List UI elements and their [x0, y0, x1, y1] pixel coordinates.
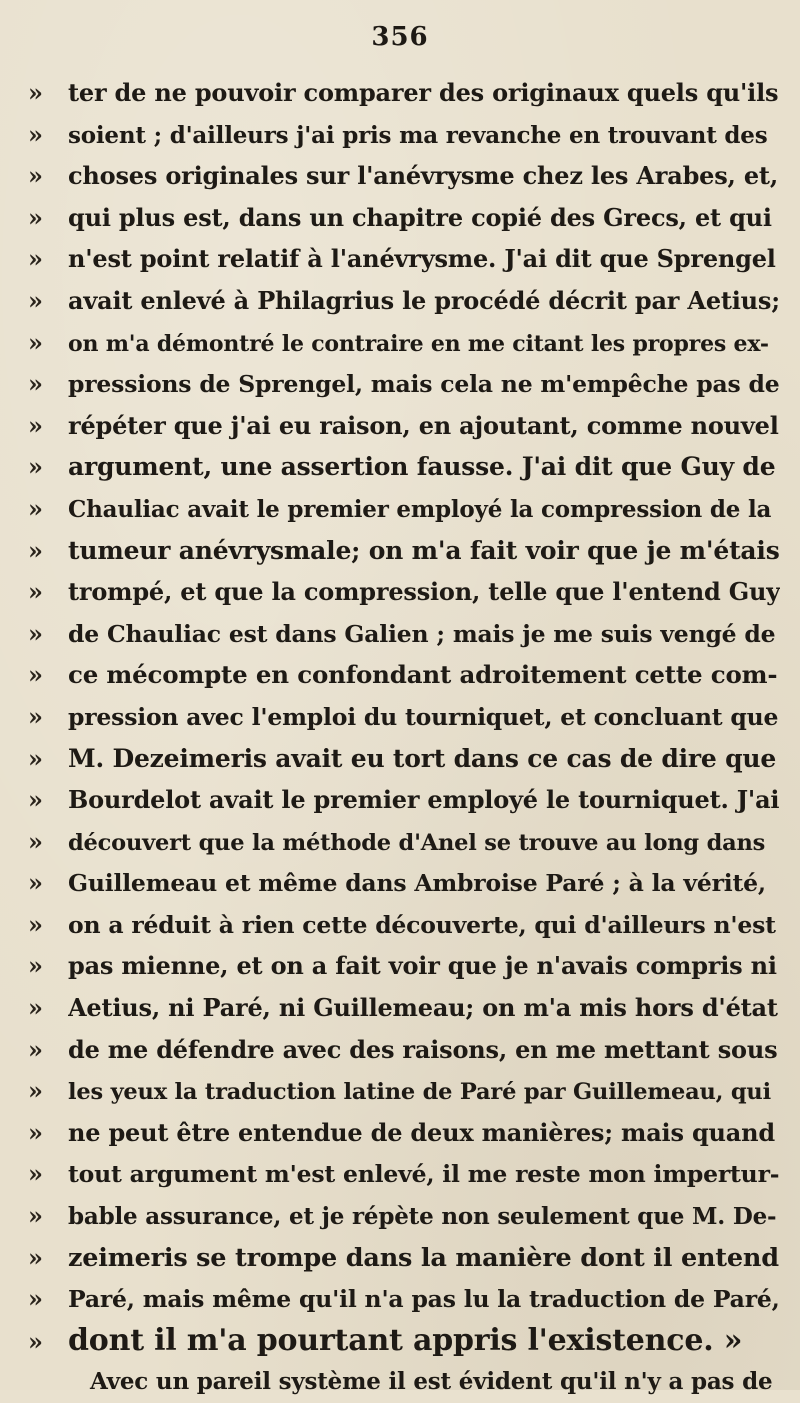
text-line — [28, 654, 780, 696]
quote-mark: » — [28, 1242, 43, 1272]
quote-mark: » — [28, 1201, 43, 1231]
text-line — [28, 488, 780, 530]
quote-mark: » — [28, 909, 43, 939]
quote-mark: » — [28, 1284, 43, 1314]
line-text: avait enlevé à Philagrius le procédé décrit par Aetius; — [68, 285, 780, 315]
text-line — [28, 1278, 780, 1320]
text-line — [28, 904, 780, 946]
quote-mark: » — [28, 1326, 43, 1356]
text-line — [28, 1070, 780, 1112]
line-text: on m'a démontré le contraire en me citant les propres ex- — [68, 330, 769, 357]
text-line — [28, 1153, 780, 1195]
quote-mark: » — [28, 119, 43, 149]
line-text: dont il m'a pourtant appris l'existence. » — [68, 1322, 743, 1358]
text-line — [28, 738, 780, 780]
text-line — [28, 945, 780, 987]
line-text: argument, une assertion fausse. J'ai dit que Guy de — [68, 452, 776, 482]
line-text: bable assurance, et je répète non seulement que M. De- — [68, 1203, 777, 1231]
quote-mark: » — [28, 951, 43, 981]
quote-mark: » — [28, 993, 43, 1023]
text-line — [28, 114, 780, 156]
quote-mark: » — [28, 161, 43, 191]
text-line — [28, 613, 780, 655]
line-text: Paré, mais même qu'il n'a pas lu la traduction de Paré, — [68, 1285, 780, 1314]
quote-mark: » — [28, 202, 43, 232]
quote-mark: » — [28, 78, 43, 107]
text-line — [28, 1112, 780, 1154]
line-text: ter de ne pouvoir comparer des originaux quels qu'ils — [68, 78, 779, 107]
text-line — [28, 197, 780, 239]
text-line — [28, 1029, 780, 1071]
line-text: n'est point relatif à l'anévrysme. J'ai dit que Sprengel — [68, 244, 776, 274]
line-text: M. Dezeimeris avait eu tort dans ce cas de dire que — [68, 743, 777, 773]
text-line — [28, 821, 780, 863]
quote-mark: » — [28, 868, 43, 898]
page-number: 356 — [371, 22, 429, 52]
text-line — [28, 696, 780, 738]
line-text: Guillemeau et même dans Ambroise Paré ; à la vérité, — [68, 869, 766, 898]
quote-mark: » — [28, 1076, 43, 1106]
line-text: pression avec l'emploi du tourniquet, et concluant que — [68, 702, 779, 731]
line-text: ce mécompte en confondant adroitement cette com- — [68, 660, 778, 690]
line-text: zeimeris se trompe dans la manière dont il entend — [68, 1242, 779, 1273]
line-text: de Chauliac est dans Galien ; mais je me suis vengé de — [68, 619, 776, 648]
text-line — [28, 862, 780, 904]
line-text: tumeur anévrysmale; on m'a fait voir que je m'étais — [68, 535, 780, 565]
line-text: tout argument m'est enlevé, il me reste mon impertur- — [68, 1160, 780, 1189]
text-line — [28, 987, 780, 1029]
quote-mark: » — [28, 410, 43, 440]
quote-mark: » — [28, 1034, 43, 1064]
text-line — [28, 1361, 780, 1403]
text-line — [28, 280, 780, 322]
quote-mark: » — [28, 618, 43, 648]
line-text: pressions de Sprengel, mais cela ne m'empêche pas de — [68, 370, 780, 399]
quote-mark: » — [28, 826, 43, 856]
line-text: Bourdelot avait le premier employé le tourniquet. J'ai — [68, 785, 780, 815]
line-text: choses originales sur l'anévrysme chez les Arabes, et, — [68, 161, 778, 191]
quote-mark: » — [28, 535, 43, 565]
text-line — [28, 779, 780, 821]
text-line — [28, 530, 780, 572]
quote-mark: » — [28, 1159, 43, 1189]
line-text: trompé, et que la compression, telle que l'entend Guy — [68, 577, 780, 607]
text-line — [28, 1237, 780, 1279]
line-text: Aetius, ni Paré, ni Guillemeau; on m'a mis hors d'état — [68, 993, 778, 1023]
text-line — [28, 72, 780, 114]
line-text: Avec un pareil système il est évident qu'il n'y a pas de — [90, 1368, 773, 1396]
line-text: découvert que la méthode d'Anel se trouve au long dans — [68, 829, 766, 856]
text-line — [28, 155, 780, 197]
line-text: qui plus est, dans un chapitre copié des Grecs, et qui — [68, 202, 772, 232]
text-line — [28, 363, 780, 405]
line-text: soient ; d'ailleurs j'ai pris ma revanche en trouvant des — [68, 121, 768, 149]
line-text: ne peut être entendue de deux manières; mais quand — [68, 1117, 775, 1147]
line-text: répéter que j'ai eu raison, en ajoutant, comme nouvel — [68, 410, 779, 440]
quote-mark: » — [28, 285, 43, 315]
text-line — [28, 1320, 780, 1362]
quote-mark: » — [28, 701, 43, 731]
line-text: Chauliac avait le premier employé la compression de la — [68, 495, 772, 523]
quote-mark: » — [28, 493, 43, 523]
text-line — [28, 446, 780, 488]
quote-mark: » — [28, 244, 43, 274]
text-line — [28, 405, 780, 447]
line-text: pas mienne, et on a fait voir que je n'avais compris ni — [68, 951, 777, 981]
line-text: les yeux la traduction latine de Paré par Guillemeau, qui — [68, 1079, 771, 1106]
quote-mark: » — [28, 785, 43, 815]
text-line — [28, 571, 780, 613]
body-text — [28, 72, 780, 1403]
text-line — [28, 238, 780, 280]
quote-mark: » — [28, 577, 43, 607]
line-text: de me défendre avec des raisons, en me mettant sous — [68, 1034, 778, 1064]
text-line — [28, 1195, 780, 1237]
quote-mark: » — [28, 660, 43, 690]
line-text: on a réduit à rien cette découverte, qui d'ailleurs n'est — [68, 910, 776, 939]
quote-mark: » — [28, 1117, 43, 1147]
quote-mark: » — [28, 743, 43, 773]
quote-mark: » — [28, 327, 43, 357]
quote-mark: » — [28, 369, 43, 399]
quote-mark: » — [28, 452, 43, 482]
text-line — [28, 322, 780, 364]
